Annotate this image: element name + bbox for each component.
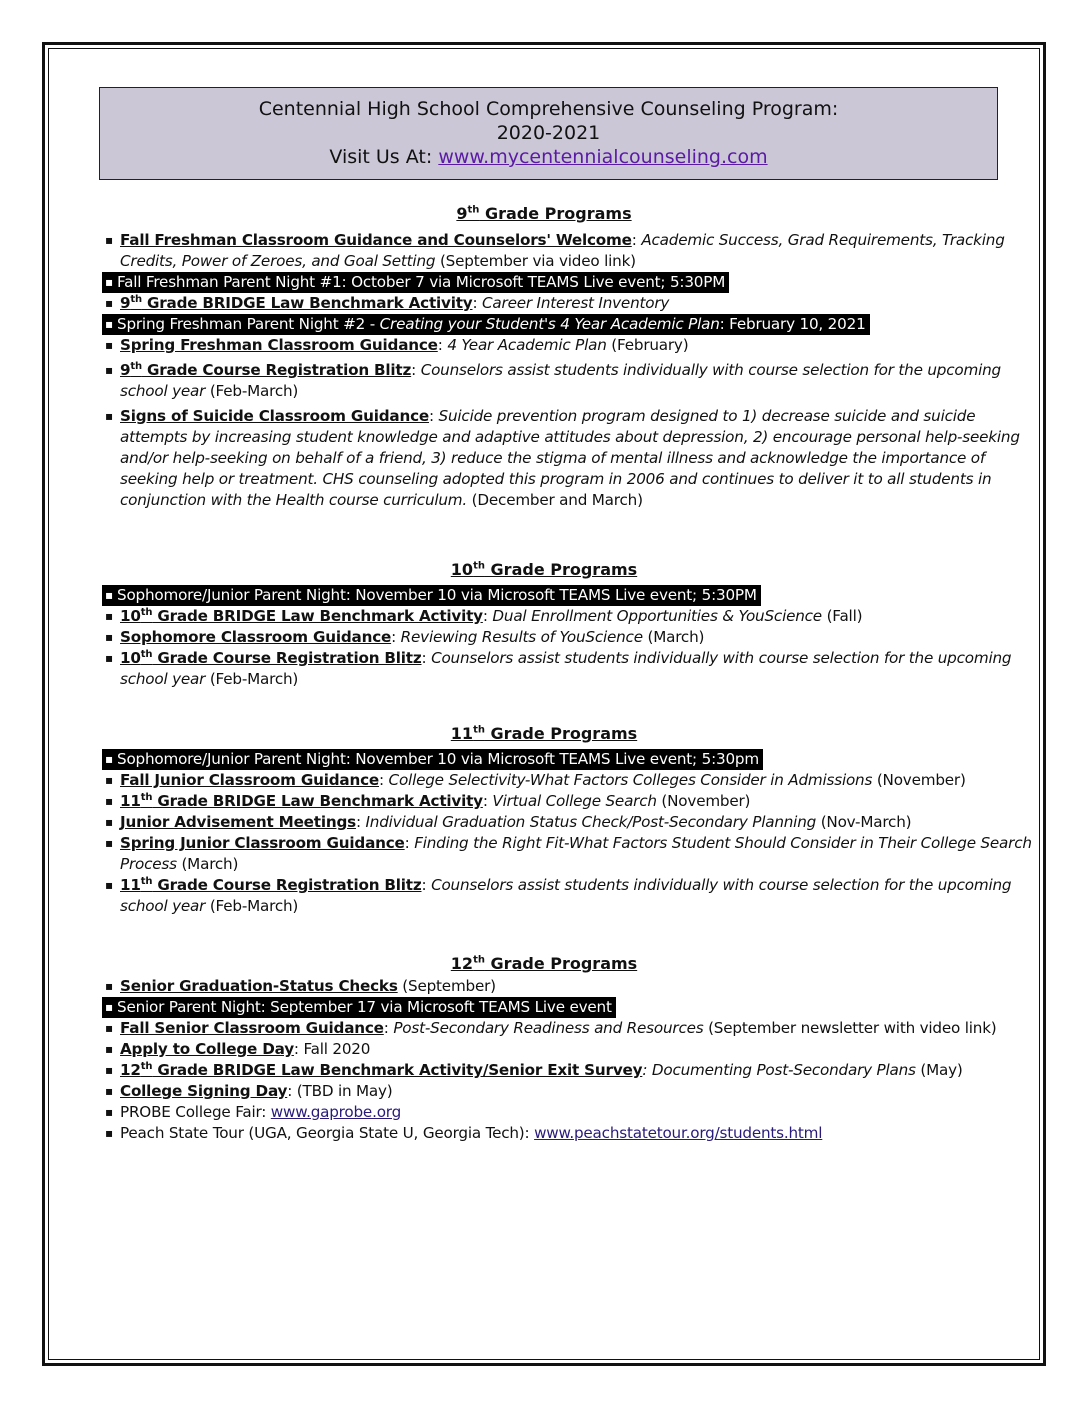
program-item-wrapper xyxy=(105,293,1035,314)
item-label xyxy=(120,977,398,995)
item-label xyxy=(120,607,483,625)
item-note: (December and March) xyxy=(467,491,643,509)
item-label xyxy=(120,628,391,646)
program-item-wrapper xyxy=(105,360,1035,402)
item-note: (February) xyxy=(606,336,689,354)
program-item-wrapper xyxy=(105,1018,1035,1039)
program-item xyxy=(105,648,1035,690)
item-label-text: Fall Junior Classroom Guidance xyxy=(120,771,379,789)
section-title xyxy=(0,204,1088,223)
item-link[interactable]: www.peachstatetour.org/students.html xyxy=(534,1124,823,1142)
item-description: Finding the Right Fit-What Factors Student Should Consider in Their College Search Process xyxy=(120,834,1032,873)
section-title-text: Grade Programs xyxy=(479,204,632,223)
item-separator: : xyxy=(411,361,421,379)
item-separator: : xyxy=(391,628,401,646)
section-grade-number: 9 xyxy=(456,204,468,223)
program-item-wrapper xyxy=(105,1123,1035,1144)
program-item xyxy=(105,1039,1035,1060)
program-item xyxy=(105,406,1035,511)
item-separator: : xyxy=(383,1019,394,1037)
item-grade-number: 11 xyxy=(120,876,141,894)
program-list xyxy=(105,749,1035,917)
item-separator: : xyxy=(379,771,389,789)
item-note: (September) xyxy=(397,977,496,995)
item-separator: : xyxy=(355,813,366,831)
item-note: (March) xyxy=(642,628,705,646)
program-item-wrapper xyxy=(105,335,1035,356)
header-title-line2: 2020-2021 xyxy=(496,122,601,144)
item-label-text: Spring Junior Classroom Guidance xyxy=(120,834,405,852)
item-label xyxy=(117,586,757,604)
item-label xyxy=(117,273,725,291)
header-visit-line xyxy=(100,145,997,169)
item-description: Individual Graduation Status Check/Post-Secondary Planning xyxy=(365,813,817,831)
item-separator: : xyxy=(482,792,493,810)
section-grade-suffix: th xyxy=(473,724,485,736)
program-item-wrapper xyxy=(105,272,1035,293)
item-description: Reviewing Results of YouScience xyxy=(400,628,643,646)
item-label xyxy=(120,407,429,425)
highlighted-event xyxy=(102,272,729,293)
program-item-wrapper xyxy=(105,997,1035,1018)
program-item-wrapper xyxy=(105,1039,1035,1060)
item-grade-number: 11 xyxy=(120,792,141,810)
program-item-wrapper xyxy=(105,585,1035,606)
item-lead-text: Peach State Tour (UGA, Georgia State U, Georgia Tech): xyxy=(120,1124,535,1142)
item-separator: : xyxy=(428,407,439,425)
item-note: (Fall) xyxy=(821,607,863,625)
item-label-text: Senior Graduation-Status Checks xyxy=(120,977,398,995)
program-item xyxy=(105,627,1035,648)
item-label xyxy=(120,1040,294,1058)
item-separator: : xyxy=(482,607,493,625)
item-label xyxy=(120,294,472,312)
section-grade-number: 10 xyxy=(450,560,474,579)
program-list xyxy=(105,230,1035,515)
item-label-text: Grade BRIDGE Law Benchmark Activity xyxy=(152,607,483,625)
item-label-text: Grade BRIDGE Law Benchmark Activity/Senior Exit Survey xyxy=(152,1061,643,1079)
program-item-wrapper xyxy=(105,1060,1035,1081)
section-grade-suffix: th xyxy=(473,560,485,572)
item-label xyxy=(120,1019,384,1037)
item-grade-suffix: th xyxy=(140,606,153,618)
item-grade-number: 10 xyxy=(120,607,141,625)
item-separator: : xyxy=(472,294,483,312)
program-item-wrapper xyxy=(105,833,1035,875)
program-item xyxy=(105,1102,1035,1123)
spacer xyxy=(105,511,1035,515)
highlighted-event xyxy=(102,997,616,1018)
highlighted-event xyxy=(102,585,761,606)
program-item-wrapper xyxy=(105,1081,1035,1102)
item-label xyxy=(120,1082,287,1100)
item-note: (September via video link) xyxy=(435,252,636,270)
item-label xyxy=(120,336,438,354)
section-grade-suffix: th xyxy=(467,204,480,216)
program-item xyxy=(105,791,1035,812)
item-grade-number: 12 xyxy=(120,1061,141,1079)
item-label-text: Apply to College Day xyxy=(120,1040,294,1058)
item-label-text: Grade Course Registration Blitz xyxy=(152,876,422,894)
highlighted-event xyxy=(102,314,870,335)
program-list xyxy=(105,976,1035,1144)
program-item-wrapper xyxy=(105,648,1035,690)
header-box xyxy=(99,87,998,180)
section-title xyxy=(0,954,1088,973)
program-item xyxy=(105,976,1035,997)
section-title-text: Grade Programs xyxy=(484,724,638,743)
item-description: Counselors assist students individually with course selection for the upcoming school year xyxy=(120,649,1012,688)
item-lead-text: PROBE College Fair: xyxy=(120,1103,271,1121)
program-item xyxy=(105,1060,1035,1081)
item-label-text: Grade Course Registration Blitz xyxy=(152,649,422,667)
item-description: Career Interest Inventory xyxy=(482,294,670,312)
item-description: Creating your Student's 4 Year Academic Plan xyxy=(379,315,720,333)
program-item-wrapper xyxy=(105,606,1035,627)
program-item-wrapper xyxy=(105,976,1035,997)
program-item xyxy=(105,293,1035,314)
program-item-wrapper xyxy=(105,812,1035,833)
program-item xyxy=(105,1018,1035,1039)
item-description: College Selectivity-What Factors Colleges Consider in Admissions xyxy=(388,771,873,789)
program-item-wrapper xyxy=(105,627,1035,648)
item-label-text: Grade BRIDGE Law Benchmark Activity xyxy=(141,294,473,312)
item-label-text: Spring Freshman Parent Night #2 - xyxy=(117,315,380,333)
item-label-text: Fall Freshman Classroom Guidance and Counselors' Welcome xyxy=(120,231,632,249)
item-note: Fall 2020 xyxy=(303,1040,371,1058)
item-separator: : xyxy=(293,1040,304,1058)
program-item-wrapper xyxy=(105,791,1035,812)
item-separator: : xyxy=(287,1082,297,1100)
item-note: (TBD in May) xyxy=(296,1082,393,1100)
item-separator: : xyxy=(421,649,432,667)
item-note: (Feb-March) xyxy=(205,670,299,688)
item-note: (September newsletter with video link) xyxy=(703,1019,997,1037)
item-label-text: Sophomore/Junior Parent Night: November 10 via Microsoft TEAMS Live event; 5:30pm xyxy=(117,750,759,768)
item-grade-number: 9 xyxy=(120,361,131,379)
section-grade-suffix: th xyxy=(473,954,485,966)
program-item-wrapper xyxy=(105,406,1035,511)
item-note: (May) xyxy=(915,1061,963,1079)
item-label-text: Sophomore Classroom Guidance xyxy=(120,628,392,646)
item-grade-suffix: th xyxy=(140,1060,153,1072)
item-label xyxy=(120,231,632,249)
section-title xyxy=(0,724,1088,743)
item-grade-suffix: th xyxy=(130,293,142,305)
item-label-text: Grade Course Registration Blitz xyxy=(141,361,412,379)
program-item xyxy=(105,812,1035,833)
item-grade-number: 10 xyxy=(120,649,141,667)
section-grade-number: 11 xyxy=(450,724,474,743)
item-description: Counselors assist students individually with course selection for the upcoming school year xyxy=(120,361,1001,400)
item-grade-number: 9 xyxy=(120,294,131,312)
item-label xyxy=(117,998,612,1016)
header-title-line1: Centennial High School Comprehensive Counseling Program: xyxy=(258,98,839,120)
item-label xyxy=(120,771,379,789)
item-description: 4 Year Academic Plan xyxy=(447,336,607,354)
section-title-text: Grade Programs xyxy=(484,954,638,973)
item-description: : Documenting Post-Secondary Plans xyxy=(642,1061,916,1079)
item-note: (Feb-March) xyxy=(205,382,299,400)
item-note: (November) xyxy=(656,792,751,810)
program-list xyxy=(105,585,1035,690)
item-description: Post-Secondary Readiness and Resources xyxy=(393,1019,704,1037)
item-label xyxy=(120,876,422,894)
item-description: Suicide prevention program designed to 1) decrease suicide and suicide attempts by increasing student knowledge and adaptive attitudes about depression, 2) encourage personal help-seeking and/or help-seeking on behalf of a friend, 3) reduce the stigma of mental illness and acknowledge the importance of seeking help or treatment. CHS counseling adopted this program in 2006 and continues to deliver it to all students in conjunction with the Health course curriculum. xyxy=(120,407,1020,509)
program-item-wrapper xyxy=(105,770,1035,791)
item-label-text: Spring Freshman Classroom Guidance xyxy=(120,336,438,354)
program-item xyxy=(105,770,1035,791)
item-label-text: Sophomore/Junior Parent Night: November 10 via Microsoft TEAMS Live event; 5:30PM xyxy=(117,586,757,604)
program-item xyxy=(105,335,1035,356)
section-title xyxy=(0,560,1088,579)
item-note: : February 10, 2021 xyxy=(719,315,866,333)
program-item-wrapper xyxy=(105,314,1035,335)
program-item-wrapper xyxy=(105,1102,1035,1123)
item-grade-suffix: th xyxy=(140,875,153,887)
item-note: (Feb-March) xyxy=(205,897,299,915)
program-item xyxy=(105,1123,1035,1144)
item-separator: : xyxy=(437,336,448,354)
item-separator: : xyxy=(421,876,432,894)
item-label-text: Signs of Suicide Classroom Guidance xyxy=(120,407,429,425)
item-label-text: Fall Freshman Parent Night #1: October 7 via Microsoft TEAMS Live event; 5:30PM xyxy=(117,273,726,291)
program-item xyxy=(105,833,1035,875)
item-label xyxy=(120,649,422,667)
item-label xyxy=(120,361,411,379)
item-label xyxy=(120,1061,642,1079)
section-grade-number: 12 xyxy=(450,954,474,973)
item-label xyxy=(120,834,405,852)
item-label xyxy=(117,315,380,333)
website-link[interactable]: www.mycentennialcounseling.com xyxy=(438,146,768,168)
item-label-text: Junior Advisement Meetings xyxy=(120,813,356,831)
item-label-text: Senior Parent Night: September 17 via Microsoft TEAMS Live event xyxy=(117,998,612,1016)
item-description: Academic Success, Grad Requirements, Tracking Credits, Power of Zeroes, and Goal Setting xyxy=(120,231,1005,270)
item-label-text: College Signing Day xyxy=(120,1082,288,1100)
item-separator: : xyxy=(404,834,415,852)
item-note: (March) xyxy=(176,855,239,873)
item-note: (November) xyxy=(872,771,966,789)
section-title-text: Grade Programs xyxy=(484,560,638,579)
item-grade-suffix: th xyxy=(130,360,142,372)
item-link[interactable]: www.gaprobe.org xyxy=(270,1103,402,1121)
program-item xyxy=(105,606,1035,627)
item-label-text: Grade BRIDGE Law Benchmark Activity xyxy=(152,792,483,810)
highlighted-event xyxy=(102,749,763,770)
item-grade-suffix: th xyxy=(140,791,153,803)
item-label xyxy=(117,750,759,768)
item-label xyxy=(120,813,356,831)
item-grade-suffix: th xyxy=(140,648,153,660)
program-item xyxy=(105,230,1035,272)
program-item xyxy=(105,875,1035,917)
item-description: Virtual College Search xyxy=(492,792,657,810)
item-label-text: Fall Senior Classroom Guidance xyxy=(120,1019,384,1037)
item-note: (Nov-March) xyxy=(816,813,912,831)
item-label xyxy=(120,792,483,810)
item-description: Counselors assist students individually with course selection for the upcoming school year xyxy=(120,876,1012,915)
item-separator: : xyxy=(631,231,642,249)
item-description: Dual Enrollment Opportunities & YouScience xyxy=(492,607,822,625)
program-item-wrapper xyxy=(105,749,1035,770)
program-item-wrapper xyxy=(105,230,1035,272)
header-visit-label: Visit Us At: xyxy=(329,146,439,168)
program-item xyxy=(105,360,1035,402)
program-item xyxy=(105,1081,1035,1102)
program-item-wrapper xyxy=(105,875,1035,917)
